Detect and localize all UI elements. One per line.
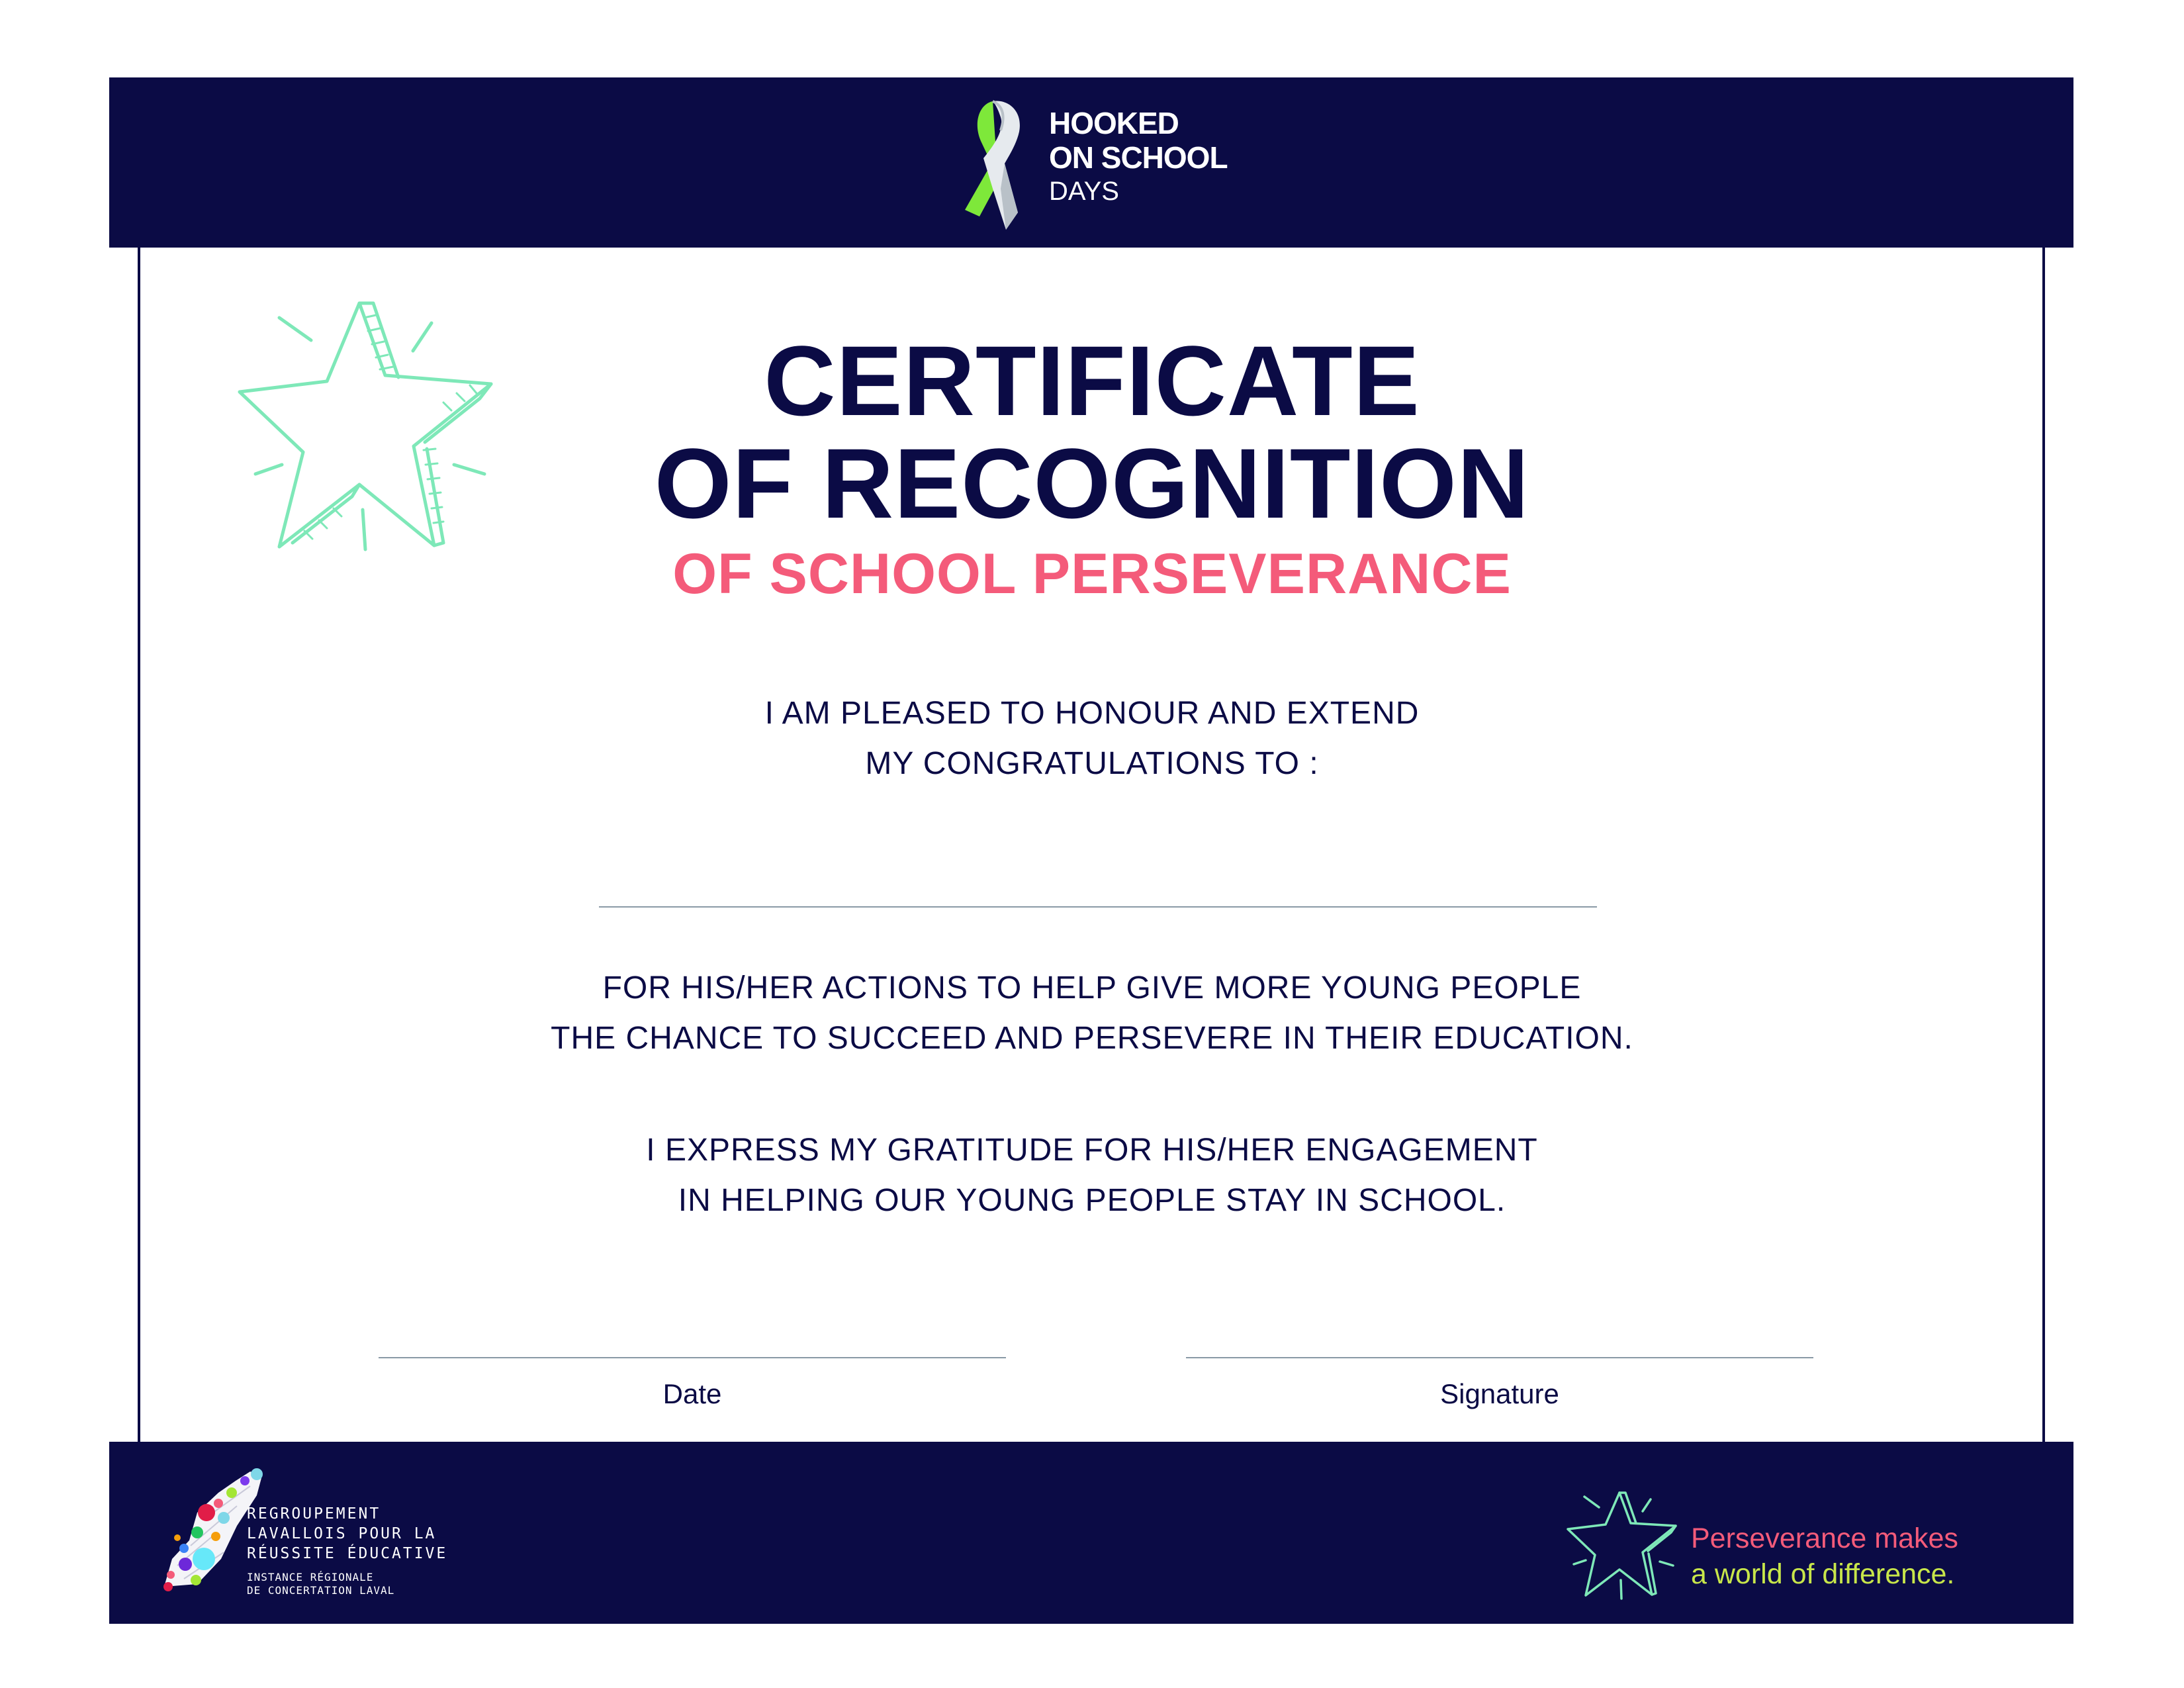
- gratitude-line-1: I EXPRESS MY GRATITUDE FOR HIS/HER ENGAGEMENT: [646, 1133, 1538, 1168]
- org-line-2: LAVALLOIS POUR LA: [247, 1524, 437, 1542]
- awareness-ribbon-icon: [940, 89, 1052, 235]
- certificate-subtitle: OF SCHOOL PERSEVERANCE: [672, 542, 1512, 606]
- date-label: Date: [662, 1378, 722, 1409]
- border-right: [2042, 248, 2045, 1442]
- intro-text: [397, 688, 1787, 789]
- gratitude-text: [397, 1125, 1787, 1226]
- org-line-1: REGROUPEMENT: [247, 1505, 381, 1523]
- org-sub-2: DE CONCERTATION LAVAL: [247, 1584, 395, 1597]
- brand-line-2: ON SCHOOL: [1049, 140, 1228, 175]
- brand-line-3: DAYS: [1049, 177, 1119, 206]
- intro-line-1: I AM PLEASED TO HONOUR AND EXTEND: [764, 696, 1420, 731]
- hooked-on-school-days-logo: [940, 89, 1257, 235]
- slogan-line-1: Perseverance makes: [1691, 1523, 1958, 1554]
- intro-line-2: MY CONGRATULATIONS TO :: [865, 746, 1319, 781]
- star-icon: [1562, 1486, 1681, 1605]
- title-line-2: OF RECOGNITION: [654, 428, 1530, 539]
- title-line-1: CERTIFICATE: [764, 325, 1420, 436]
- date-line[interactable]: [379, 1357, 1006, 1358]
- gratitude-line-2: IN HELPING OUR YOUNG PEOPLE STAY IN SCHOOL.: [678, 1183, 1506, 1218]
- slogan: [1562, 1486, 2052, 1605]
- signature-line[interactable]: [1186, 1357, 1813, 1358]
- certificate-title: [397, 325, 1787, 607]
- brand-line-1: HOOKED: [1049, 106, 1179, 140]
- signature-label: Signature: [1440, 1378, 1559, 1409]
- border-left: [138, 248, 140, 1442]
- reason-line-1: FOR HIS/HER ACTIONS TO HELP GIVE MORE YOUNG PEOPLE: [602, 970, 1582, 1006]
- recipient-name-line[interactable]: [599, 906, 1597, 908]
- organization-logo: [158, 1466, 462, 1612]
- reason-line-2: THE CHANCE TO SUCCEED AND PERSEVERE IN THEIR EDUCATION.: [551, 1021, 1633, 1056]
- org-sub-1: INSTANCE RÉGIONALE: [247, 1570, 374, 1583]
- slogan-line-2: a world of difference.: [1691, 1558, 1955, 1590]
- reason-text: [397, 963, 1787, 1064]
- org-line-3: RÉUSSITE ÉDUCATIVE: [247, 1544, 448, 1562]
